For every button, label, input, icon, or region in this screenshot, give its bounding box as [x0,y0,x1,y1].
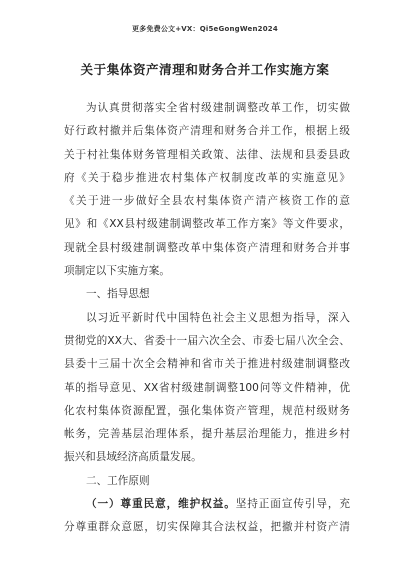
section1-line: 革的指导意见、XX省村级建制调整100问等文件精神，优 [64,381,350,394]
section1-line: 贯彻党的XX大、省委十一届六次全会、市委七届八次全会、 [64,334,350,347]
principle1-continuation: 分尊重群众意愿，切实保障其合法权益，把撤并村资产清 [64,521,350,534]
section1-line: 振兴和县域经济高质量发展。 [64,451,202,464]
section1-line: 县委十三届十次全会精神和省市关于推进村级建制调整改 [64,358,350,371]
intro-line: 关于村社集体财务管理相关政策、法律、法规和县委县政 [64,148,350,161]
section1-line: 帐务，完善基层治理体系，提升基层治理能力，推进乡村 [64,428,350,441]
intro-line: 现就全县村级建制调整改革中集体资产清理和财务合并事 [64,241,350,254]
principle1-rest: 坚持正面宣传引导，充 [235,498,350,511]
intro-line: 《关于进一步做好全县农村集体资产清产核资工作的意 [64,195,350,208]
intro-line: 好行政村撤并后集体资产清理和财务合并工作，根据上级 [64,125,350,138]
section1-line: 以习近平新时代中国特色社会主义思想为指导，深入 [86,311,350,324]
document-title: 关于集体资产清理和财务合并工作实施方案 [80,62,330,77]
section-heading-guiding-ideology: 一、指导思想 [86,288,150,301]
header-note: 更多免费公文+VX：Qi5eGongWen2024 [132,25,278,33]
section-heading-work-principles: 二、工作原则 [86,474,150,487]
intro-line: 项制定以下实施方案。 [64,265,170,278]
intro-line: 府《关于稳步推进农村集体产权制度改革的实施意见》 [64,171,350,184]
intro-line: 见》和《XX县村级建制调整改革工作方案》等文件要求， [64,218,350,231]
principle1-line [64,493,350,516]
document-body [64,97,350,540]
section1-line: 化农村集体资源配置，强化集体资产管理，规范村级财务 [64,404,350,417]
principle1-lead: （一）尊重民意，维护权益。 [86,498,236,511]
intro-line: 为认真贯彻落实全省村级建制调整改革工作，切实做 [86,102,350,114]
